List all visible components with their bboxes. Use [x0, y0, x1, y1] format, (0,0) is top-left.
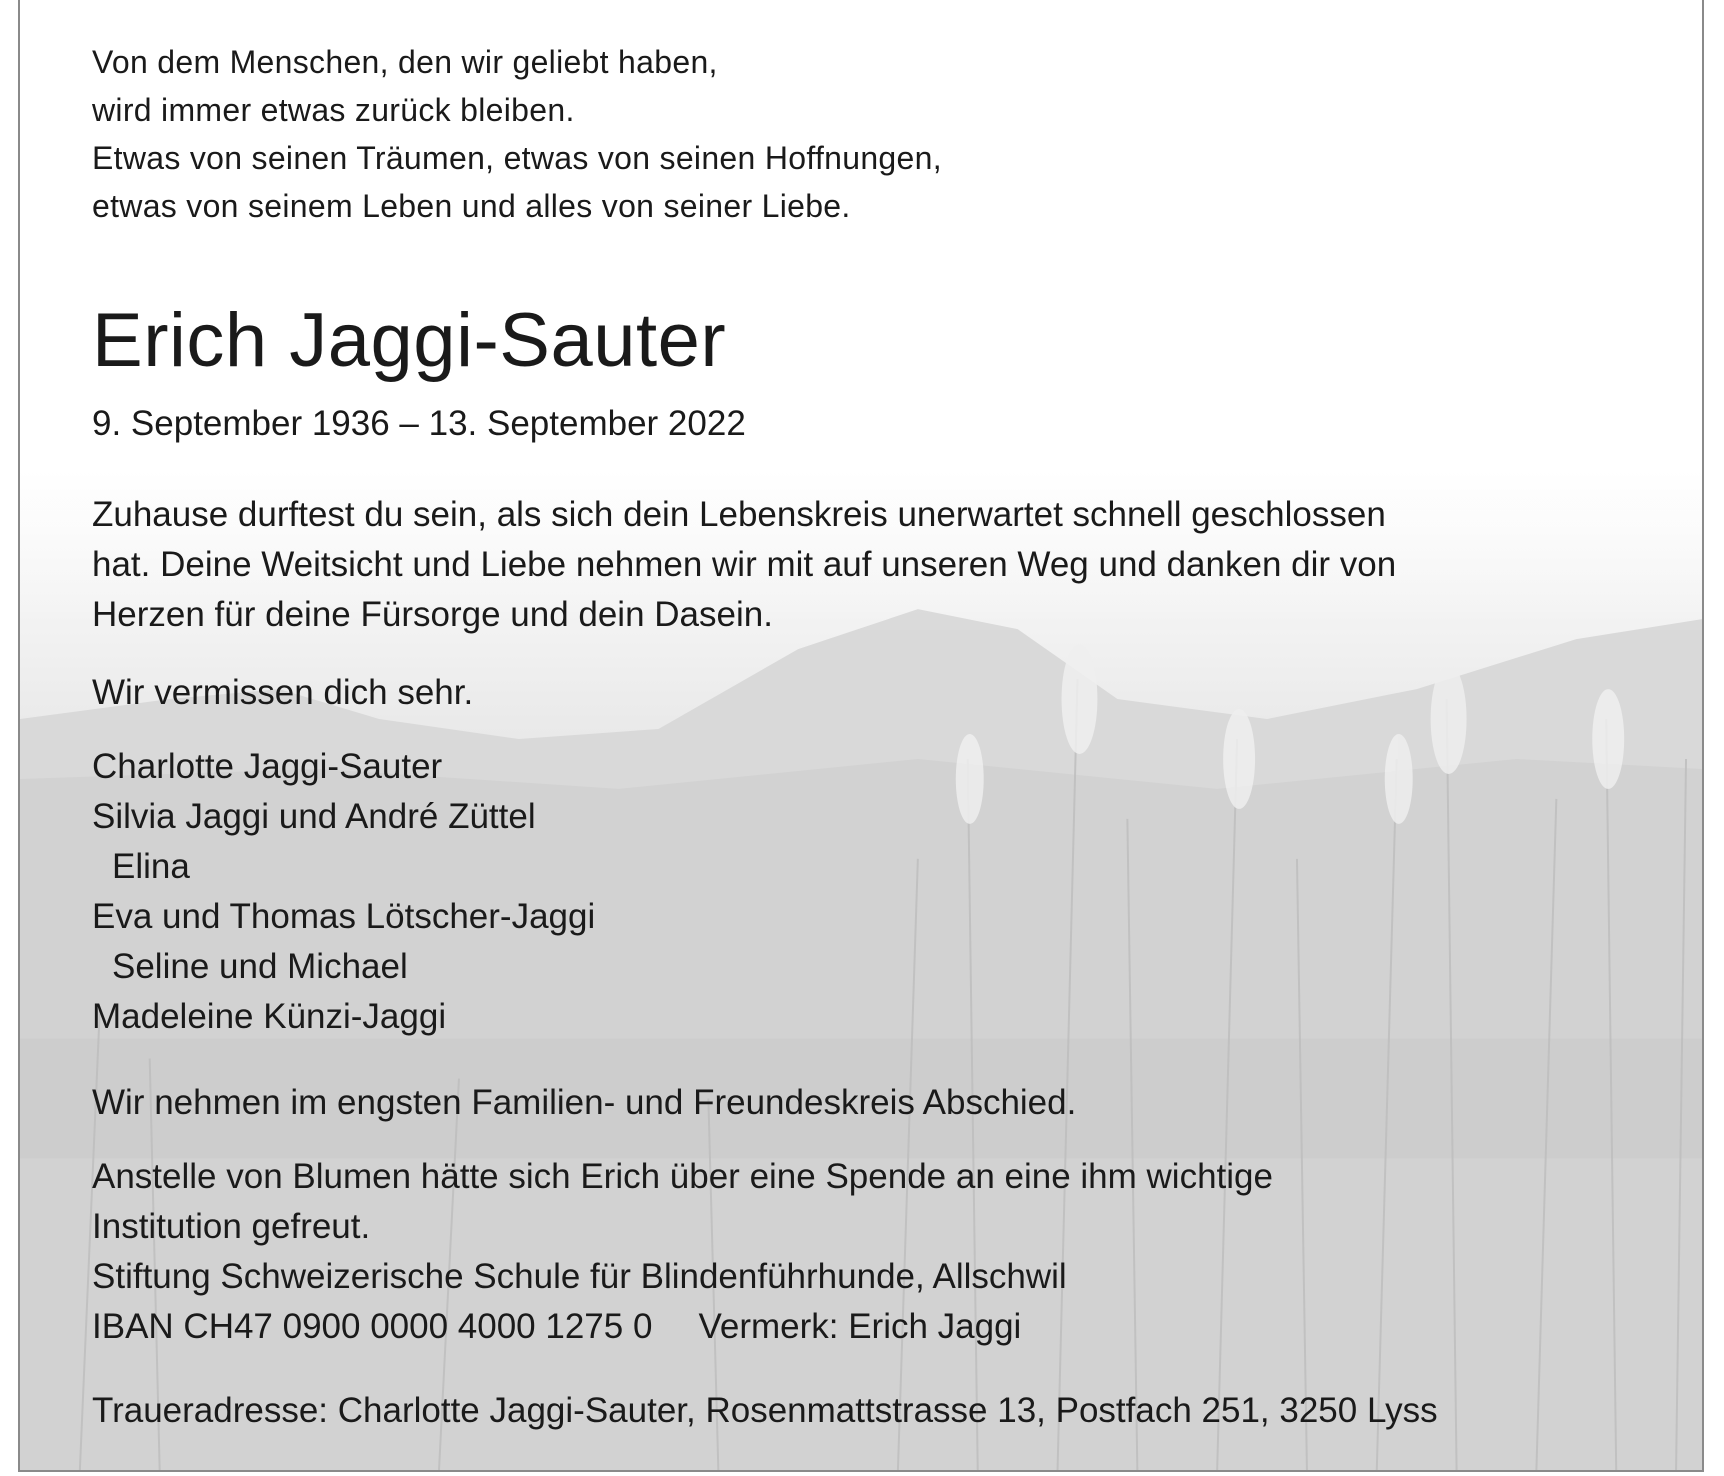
missing-text: Wir vermissen dich sehr. — [92, 673, 474, 712]
tribute-line: Zuhause durftest du sein, als sich dein Lebenskreis unerwartet schnell geschlossen — [92, 495, 1386, 534]
payment-reference: Vermerk: Erich Jaggi — [698, 1307, 1022, 1346]
donation-line: Anstelle von Blumen hätte sich Erich über eine Spende an eine ihm wichtige — [92, 1157, 1273, 1196]
donation-line: Institution gefreut. — [92, 1207, 371, 1246]
mourner-name: Seline und Michael — [112, 947, 408, 986]
mourner-name: Silvia Jaggi und André Züttel — [92, 797, 536, 836]
obituary-notice — [18, 0, 1704, 1472]
bank-details — [92, 1302, 1273, 1352]
mourning-address: Traueradresse: Charlotte Jaggi-Sauter, Rosenmattstrasse 13, Postfach 251, 3250 Lyss — [92, 1391, 1438, 1430]
motto-line: wird immer etwas zurück bleiben. — [92, 92, 575, 128]
mourner-name: Charlotte Jaggi-Sauter — [92, 747, 443, 786]
mourner-name: Elina — [112, 847, 190, 886]
donation-paragraph — [92, 1152, 1273, 1352]
motto-line: Etwas von seinen Träumen, etwas von seinen Hoffnungen, — [92, 140, 942, 176]
mourner-name: Eva und Thomas Lötscher-Jaggi — [92, 897, 596, 936]
tribute-paragraph — [92, 490, 1396, 640]
tribute-line: Herzen für deine Fürsorge und dein Dasein. — [92, 595, 773, 634]
motto-line: etwas von seinem Leben und alles von seiner Liebe. — [92, 188, 851, 224]
iban-number: IBAN CH47 0900 0000 4000 1275 0 — [92, 1307, 653, 1346]
tribute-line: hat. Deine Weitsicht und Liebe nehmen wir mit auf unseren Weg und danken dir von — [92, 545, 1397, 584]
donation-line: Stiftung Schweizerische Schule für Blindenführhunde, Allschwil — [92, 1257, 1067, 1296]
mourner-name: Madeleine Künzi-Jaggi — [92, 997, 447, 1036]
motto-poem — [92, 38, 942, 230]
deceased-name: Erich Jaggi-Sauter — [92, 298, 727, 383]
motto-line: Von dem Menschen, den wir geliebt haben, — [92, 44, 718, 80]
mourners-list — [92, 742, 595, 1042]
life-dates: 9. September 1936 – 13. September 2022 — [92, 404, 746, 443]
farewell-text: Wir nehmen im engsten Familien- und Freundeskreis Abschied. — [92, 1083, 1077, 1122]
